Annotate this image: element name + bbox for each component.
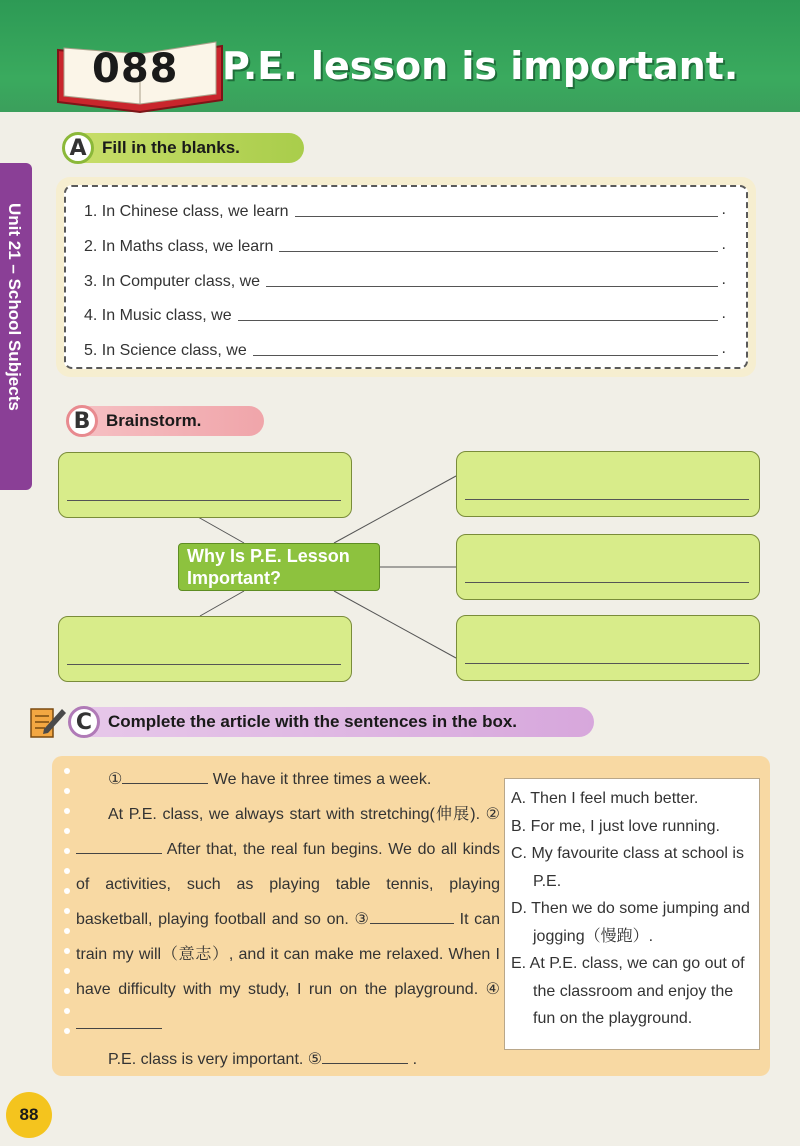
section-c-badge: C: [68, 706, 100, 738]
section-c-instruction: Complete the article with the sentences in the box.: [108, 712, 518, 731]
brainstorm-center-topic: Why Is P.E. Lesson Important?: [178, 543, 380, 591]
blank-prompt: 1. In Chinese class, we learn: [84, 203, 289, 220]
article-sentence: We have it three times a week.: [212, 771, 432, 788]
article-paragraph-1: [76, 762, 500, 797]
end-mark: .: [721, 271, 726, 288]
answer-line[interactable]: [465, 499, 749, 500]
writing-pencil-icon: [28, 703, 66, 741]
blank-number: ①: [108, 771, 123, 788]
answer-line[interactable]: [465, 663, 749, 664]
blank-number: ③: [354, 911, 371, 928]
brainstorm-box-3[interactable]: [456, 534, 760, 600]
end-mark: .: [721, 236, 726, 253]
option-d: D. Then we do some jumping and jogging（慢跑）.: [511, 900, 750, 945]
blank-number: ⑤: [307, 1051, 323, 1068]
lesson-number: 088: [92, 46, 179, 92]
unit-label: Unit 21 – School Subjects: [5, 203, 24, 411]
section-b-badge: B: [66, 405, 98, 437]
answer-line[interactable]: [67, 664, 341, 665]
answer-line[interactable]: [67, 500, 341, 501]
answer-blank[interactable]: [76, 839, 162, 854]
blank-prompt: 2. In Maths class, we learn: [84, 238, 274, 255]
option-e: E. At P.E. class, we can go out of the classroom and enjoy the fun on the playground.: [511, 955, 745, 1027]
section-c-header: [70, 707, 594, 737]
brainstorm-box-5[interactable]: [456, 615, 760, 681]
answer-blank[interactable]: [322, 1049, 408, 1064]
option-a: A. Then I feel much better.: [511, 790, 699, 807]
answer-line[interactable]: [465, 582, 749, 583]
sentence-options-box: [504, 778, 760, 1050]
end-mark: .: [721, 340, 726, 357]
answer-blank[interactable]: [122, 769, 208, 784]
article-paragraph-2: [76, 797, 500, 1042]
article-sentence: It can train my will（意志）, and it can make me relaxed. When I have difficulty with my study, I run on the playground.: [76, 911, 500, 998]
option-c: C. My favourite class at school is P.E.: [511, 845, 744, 890]
article-text: [76, 762, 500, 1077]
blank-number: ②: [485, 806, 500, 823]
article-sentence: P.E. class is very important.: [108, 1051, 304, 1068]
page-title: P.E. lesson is important.: [222, 44, 739, 88]
answer-blank[interactable]: [76, 1014, 162, 1029]
blank-prompt: 5. In Science class, we: [84, 342, 247, 359]
brainstorm-box-4[interactable]: [58, 616, 352, 682]
article-sentence: At P.E. class, we always start with stretching(伸展).: [108, 806, 481, 823]
brainstorm-box-1[interactable]: [58, 452, 352, 518]
section-a-badge: A: [62, 132, 94, 164]
option-b: B. For me, I just love running.: [511, 817, 720, 835]
article-sentence: After that, the real fun begins. We do all kinds of activities, such as playing table tennis, playing basketball, playing football and so on.: [76, 841, 500, 928]
end-mark: .: [721, 305, 726, 322]
section-a-instruction: Fill in the blanks.: [102, 138, 240, 157]
page-number: 88: [6, 1092, 52, 1138]
end-mark: .: [412, 1051, 418, 1068]
end-mark: .: [721, 201, 726, 218]
blank-prompt: 4. In Music class, we: [84, 307, 232, 324]
blank-prompt: 3. In Computer class, we: [84, 273, 261, 290]
article-paragraph-3: [76, 1042, 500, 1077]
binding-dots: [64, 768, 70, 1048]
section-b-instruction: Brainstorm.: [106, 411, 202, 430]
brainstorm-box-2[interactable]: [456, 451, 760, 517]
article-panel: [52, 756, 770, 1076]
blank-number: ④: [485, 981, 500, 998]
answer-blank[interactable]: [370, 909, 454, 924]
